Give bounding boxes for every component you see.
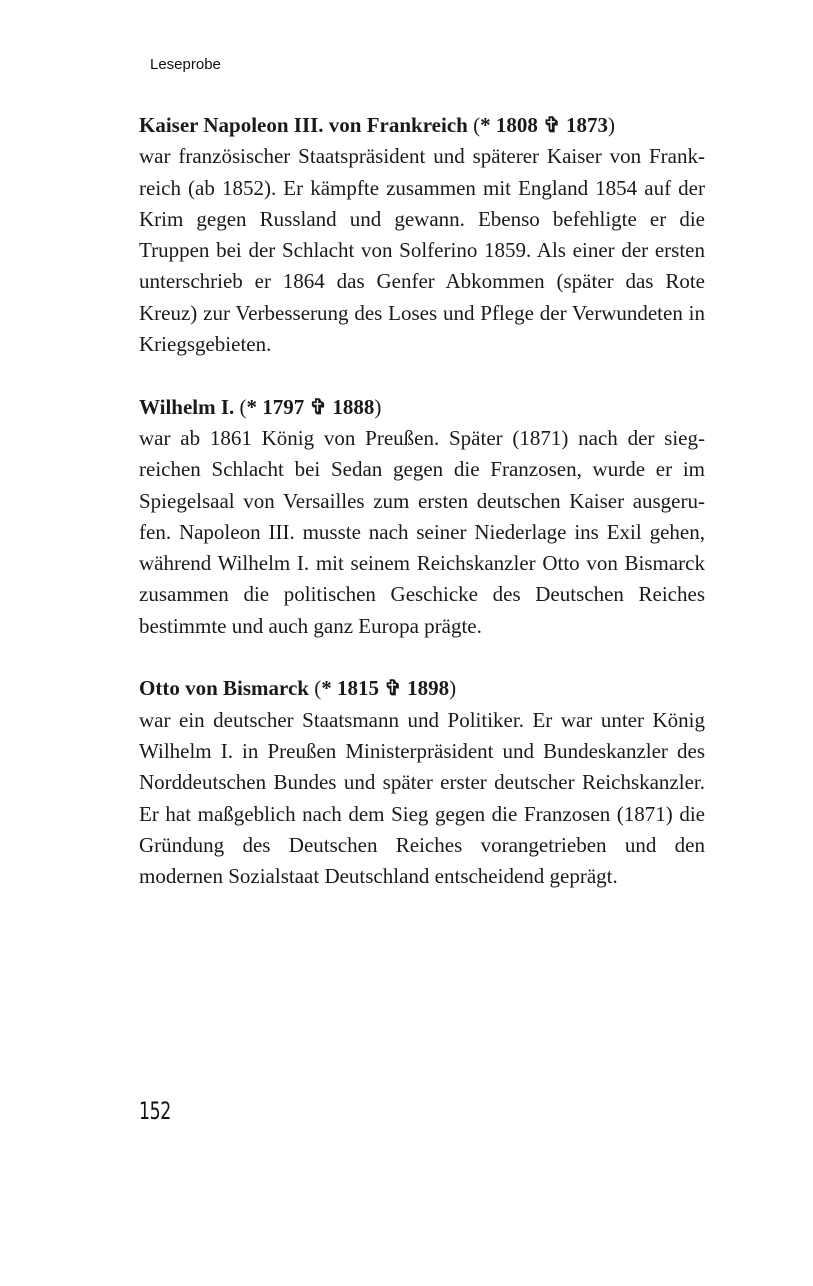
death-year: 1873 bbox=[565, 113, 608, 137]
entry-heading: Wilhelm I. (* 1797 ✞ 1888) bbox=[139, 394, 382, 419]
entry-body: war französischer Staatspräsident und späterer Kaiser von Frankreich (ab 1852). Er kämpfte zusammen mit England 1854 auf der Krim gegen Russland und gewann. Ebenso befehligte er die Truppen bei der Schlacht von Solferino 1859. Als einer der ersten unterschrieb er 1864 das Genfer Abkommen (später das Rote Kreuz) zur Verbesserung des Loses und Pflege der Verwundeten in Kriegsgebieten. bbox=[139, 144, 705, 357]
entry-body: war ein deutscher Staatsmann und Politiker. Er war unter König Wilhelm I. in Preußen Ministerpräsident und Bundeskanzler des Norddeutschen Bundes und später erster deutscher Reichskanzler. Er hat maßgeblich nach dem Sieg gegen die Franzosen (1871) die Gründung des Deutschen Reiches vorangetrieben und den modernen Sozialstaat Deutschland entscheidend geprägt. bbox=[139, 707, 705, 889]
page-number: 152 bbox=[139, 1097, 171, 1125]
entry-name: Kaiser Napoleon III. von Frankreich bbox=[139, 113, 468, 137]
entry-dates: * 1815 ✞ 1898 bbox=[321, 676, 450, 701]
entry-bismarck bbox=[139, 673, 705, 892]
watermark-label: Leseprobe bbox=[150, 56, 221, 73]
page-content bbox=[139, 110, 705, 924]
birth-year: 1797 bbox=[262, 394, 305, 419]
entry-heading: Kaiser Napoleon III. von Frankreich (* 1808 ✞ 1873) bbox=[139, 113, 615, 137]
entry-wilhelm bbox=[139, 392, 705, 642]
cross-icon: ✞ bbox=[543, 113, 561, 137]
cross-icon: ✞ bbox=[309, 394, 328, 419]
death-year: 1888 bbox=[332, 394, 375, 419]
entry-dates: * 1797 ✞ 1888 bbox=[246, 394, 375, 419]
entry-name: Otto von Bismarck bbox=[139, 676, 309, 701]
birth-year: 1815 bbox=[336, 676, 379, 701]
entry-napoleon bbox=[139, 110, 705, 360]
entry-body: war ab 1861 König von Preußen. Später (1871) nach der siegreichen Schlacht bei Sedan gegen die Franzosen, wurde er im Spiegelsaal von Versailles zum ersten deutschen Kaiser ausgerufen. Napoleon III. musste nach seiner Niederlage ins Exil gehen, während Wilhelm I. mit seinem Reichskanzler Otto von Bismarck zusammen die politischen Geschicke des Deutschen Reiches bestimmte und auch ganz Europa prägte. bbox=[139, 425, 705, 638]
cross-icon: ✞ bbox=[384, 676, 402, 701]
entry-heading: Otto von Bismarck (* 1815 ✞ 1898) bbox=[139, 676, 457, 701]
birth-year: 1808 bbox=[495, 113, 538, 137]
entry-name: Wilhelm I. bbox=[139, 394, 235, 419]
death-year: 1898 bbox=[407, 676, 450, 701]
entry-dates: * 1808 ✞ 1873 bbox=[480, 113, 608, 137]
